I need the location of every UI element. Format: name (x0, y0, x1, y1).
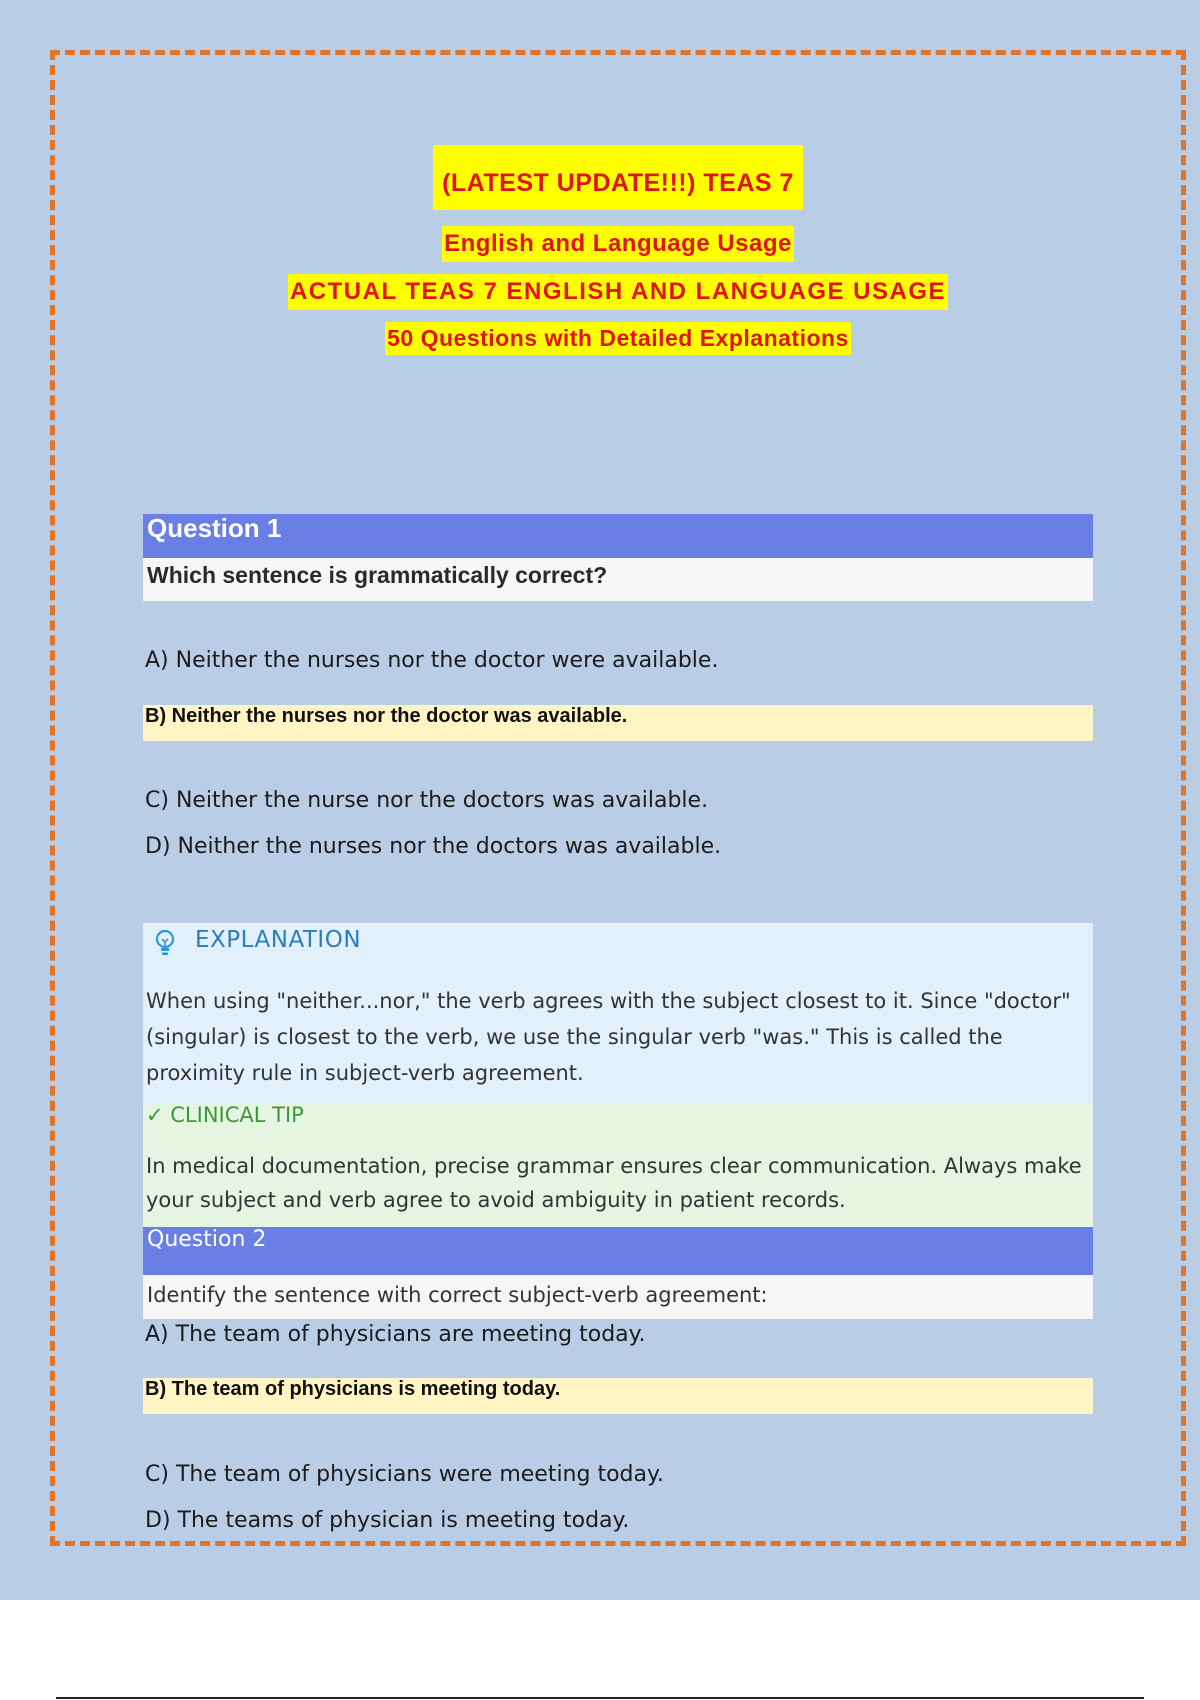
title-subject: English and Language Usage (442, 226, 794, 262)
clinical-tip-text: In medical documentation, precise grammar ensures clear communication. Always make your subject and verb agree to avoid ambiguity in patient records. (146, 1154, 1082, 1212)
explanation-box (143, 923, 1093, 1103)
question-1-option-a[interactable]: A) Neither the nurses nor the doctor were available. (145, 648, 719, 673)
clinical-tip-title: ✓ CLINICAL TIP (146, 1103, 304, 1127)
title-actual-exam: ACTUAL TEAS 7 ENGLISH AND LANGUAGE USAGE (288, 274, 948, 310)
question-2-option-c[interactable]: C) The team of physicians were meeting today. (145, 1462, 664, 1487)
explanation-title: EXPLANATION (195, 927, 362, 953)
question-1-prompt: Which sentence is grammatically correct? (143, 558, 1093, 601)
bottom-divider (56, 1697, 1144, 1699)
question-1-option-b-correct[interactable]: B) Neither the nurses nor the doctor was available. (143, 705, 1093, 741)
explanation-text: When using "neither...nor," the verb agrees with the subject closest to it. Since "doctor" (singular) is closest to the verb, we use the singular verb "was." This is called the proximity rule in subject-verb agreement. (146, 989, 1071, 1085)
question-2-option-a[interactable]: A) The team of physicians are meeting today. (145, 1322, 646, 1347)
question-2-header: Question 2 (143, 1227, 1093, 1275)
question-2-option-b-correct[interactable]: B) The team of physicians is meeting today. (143, 1378, 1093, 1414)
title-block (0, 145, 1200, 355)
title-question-count: 50 Questions with Detailed Explanations (385, 322, 851, 355)
question-1-option-c[interactable]: C) Neither the nurse nor the doctors was available. (145, 788, 709, 813)
question-2-option-d[interactable]: D) The teams of physician is meeting today. (145, 1508, 630, 1533)
title-latest-update: (LATEST UPDATE!!!) TEAS 7 (433, 145, 803, 210)
question-2-prompt: Identify the sentence with correct subject-verb agreement: (143, 1275, 1093, 1319)
lightbulb-icon (153, 928, 177, 958)
question-1-header: Question 1 (143, 514, 1093, 558)
clinical-tip-box (143, 1103, 1093, 1227)
question-1-option-d[interactable]: D) Neither the nurses nor the doctors was available. (145, 834, 722, 859)
